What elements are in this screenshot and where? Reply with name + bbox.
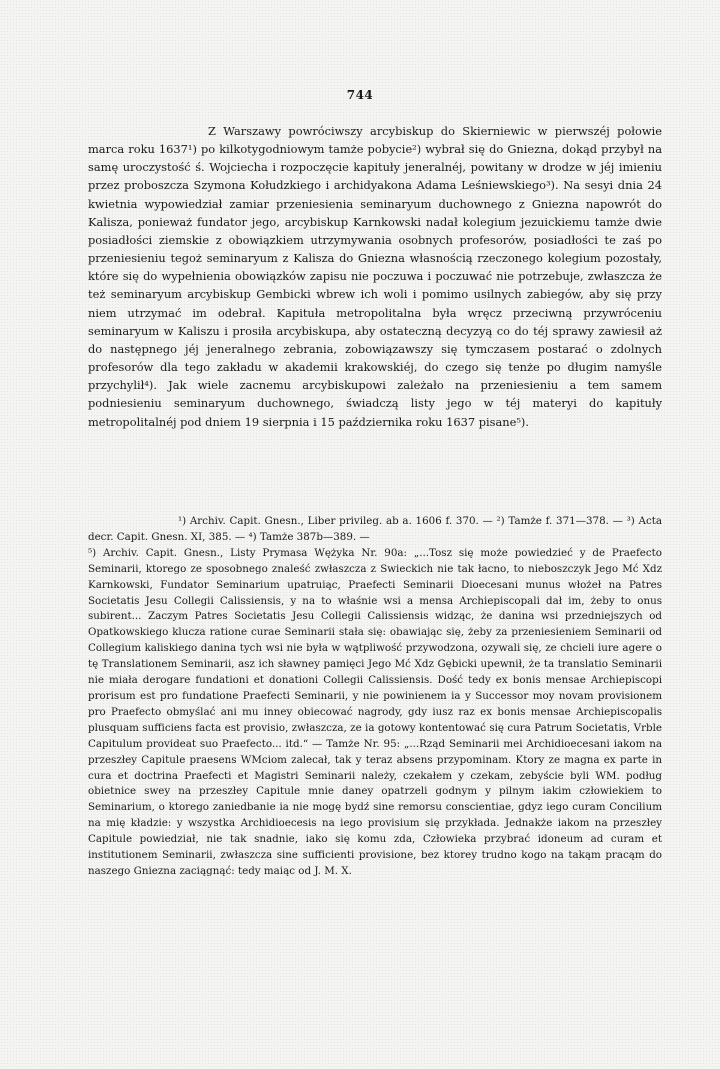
footnote-5: ⁵) Archiv. Capit. Gnesn., Listy Prymasa Wężyka Nr. 90a: „...Tosz się może powiedzieć y de Praefecto Seminarii, ktorego ze sposobnego znaleść zwłaszcza z Swieckich nie tak łacno, to nieboszczyk Jego Mć Xdz Karnkowski, Fundator Seminarium upatruiąc, Praefecti Seminarii Dioecesani munus włożeł na Patres Societatis Jesu Collegii Calissiensis, y na to właśnie wsi a mensa Archiepiscopali dał im, żeby to onus subirent... Zaczym Patres Societatis Jesu Collegii Calissiensis widząc, że danina wsi przedniejszych od Opatkowskiego klucza ratione curae Seminarii stała się: obawiając się, żeby za przeniesieniem Seminarii od Collegium kaliskiego danina tych wsi nie była w wątpliwość przywodzona, ozywali się, ze chcieli iure agere o tę Translationem Seminarii, asz ich sławney pamięci Jego Mć Xdz Gębicki upewnił, że ta translatio Seminarii nie miała derogare fundationi et donationi Collegii Calissiensis. Dość tedy ex bonis mensae Archiepiscopi prorisum est pro fundatione Praefecti Seminarii, y nie powinienem ia y Successor moy novam provisionem pro Praefecto obmyślać ani mu inney obiecować nagrody, gdy iusz raz ex bonis mensae Archiepiscopalis plusquam sufficiens facta est provisio, zwłaszcza, ze ia gotowy kontentować się cura Patrum Societatis, Vrble Capitulum provideat suo Praefecto... itd.“ — Tamże Nr. 95: „...Rząd Seminarii mei Archidioecesani iakom na przeszłey Capitule praesens WMciom zalecał, tak y teraz absens przypominam. Ktory ze magna ex parte in cura et doctrina Praefecti et Magistri Seminarii należy, czekałem y czekam, zebyście byli WM. podług obietnice swey na przeszłey Capitule mnie daney opatrzeli godnym y pilnym iakim człowiekiem to Seminarium, o ktorego zaniedbanie ia nie mogę bydź sine remorsu conscientiae, gdyz iego curam Concilium na mię kładzie: y wszystka Archidioecesis na iego provisium się przykłada. Jednakże iakom na przeszłey Capitule powiedział, nie tak snadnie, iako się komu zda, Człowieka przybrać idoneum ad curam et institutionem Seminarii, zwłaszcza sine sufficienti provisione, bez ktorey trudno kogo na takąm pracąm do naszego Gniezna zaciągnąć: tedy maiąc od J. M. X. [88, 546, 662, 877]
footnotes [88, 514, 662, 880]
page-number: 744 [346, 88, 374, 102]
footnote-1-4: ¹) Archiv. Capit. Gnesn., Liber privileg. ab a. 1606 f. 370. — ²) Tamże f. 371—378. — ³) Acta decr. Capit. Gnesn. XI, 385. — ⁴) Tamże 387b—389. — [88, 515, 662, 543]
main-paragraph: Z Warszawy powróciwszy arcybiskup do Skierniewic w pierwszéj połowie marca roku 1637¹) po kilkotygodniowym tamże pobycie²) wybrał się do Gniezna, dokąd przybył na samę uroczystość ś. Wojciecha i rozpoczęcie kapituły jeneralnéj, powitany w drodze w jéj imieniu przez proboszcza Szymona Kołudzkiego i archidyakona Adama Leśniewskiego³). Na sesyi dnia 24 kwietnia wypowiedział zamiar przeniesienia seminaryum duchownego z Gniezna napowrót do Kalisza, ponieważ fundator jego, arcybiskup Karnkowski nadał kolegium jezuickiemu tamże dwie posiadłości ziemskie z obowiązkiem utrzymywania osobnych profesorów, posiadłości te zaś po przeniesieniu tegoż seminaryum z Kalisza do Gniezna własnością rzeczonego kolegium pozostały, które się do wypełnienia obowiązków zapisu nie poczuwa i poczuwać nie potrzebuje, zwłaszcza że też seminaryum arcybiskup Gembicki wbrew ich woli i pomimo usilnych zabiegów, aby się przy niem utrzymać im odebrał. Kapituła metropolitalna była wręcz przeciwną przywróceniu seminaryum w Kaliszu i prosiła arcybiskupa, aby ostateczną decyzyą co do téj sprawy zawiesił aż do następnego jéj jeneralnego zebrania, zobowiązawszy się tymczasem postarać o zdolnych profesorów dla tego zakładu w akademii krakowskiéj, do czego się tenże po długim namyśle przychylił⁴). Jak wiele zacnemu arcybiskupowi zależało na przeniesieniu a tem samem podniesieniu seminaryum duchownego, świadczą listy jego w téj materyi do kapituły metropolitalnéj pod dniem 19 sierpnia i 15 października roku 1637 pisane⁵). [88, 124, 662, 429]
main-text [88, 122, 662, 431]
